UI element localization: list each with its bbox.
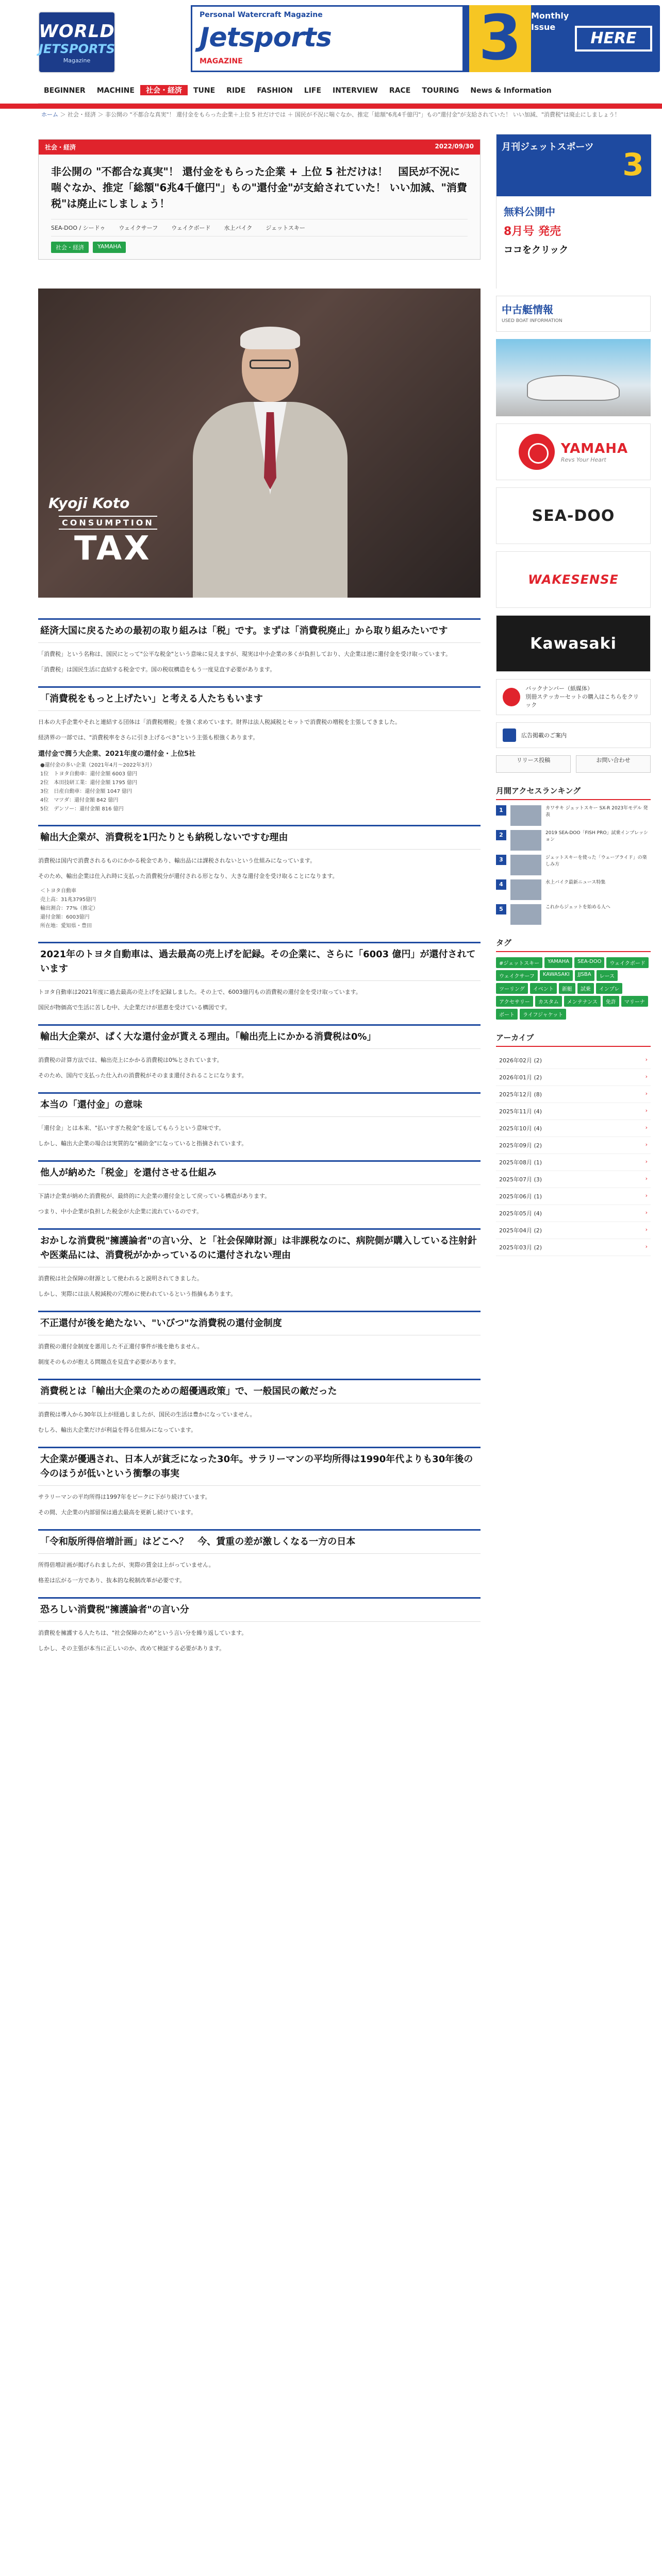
magazine-ad[interactable]	[496, 134, 651, 289]
archive-heading: アーカイブ	[496, 1029, 651, 1047]
article-section	[38, 686, 481, 814]
brand-banner-wake[interactable]	[496, 551, 651, 608]
brand-name: Kawasaki	[530, 634, 617, 653]
archive-item[interactable]	[496, 1103, 651, 1120]
section-heading: 輸出大企業が、消費税を1円たりとも納税しないですむ理由	[38, 825, 481, 850]
archive-label: 2025年08月 (1)	[499, 1159, 542, 1166]
boat-shape	[527, 375, 620, 401]
back-number-link[interactable]	[496, 679, 651, 715]
main-nav	[38, 85, 660, 104]
rank-thumbnail	[510, 855, 541, 875]
data-list	[40, 887, 481, 930]
chevron-right-icon: ›	[645, 1056, 648, 1063]
nav-item[interactable]: RACE	[389, 87, 411, 95]
yamaha-logo-icon	[519, 434, 555, 470]
brand-name: WAKESENSE	[528, 572, 619, 587]
list-item: 4位 マツダ：還付金額 842 億円	[40, 798, 119, 803]
list-item: 3位 日産自動車：還付金額 1047 億円	[40, 789, 133, 794]
category-bar	[39, 140, 480, 155]
archive-item[interactable]	[496, 1154, 651, 1171]
tag-link[interactable]: SEA-DOO	[574, 957, 604, 968]
section-heading: 恐ろしい消費税"擁護論者"の言い分	[38, 1597, 481, 1622]
paragraph: 「消費税」という名称は、国民にとって"公平な税金"という意味に見えますが、現実は中小企業の多くが負担しており、大企業は逆に還付金を受け取っています。	[38, 651, 452, 657]
article-tag[interactable]: 社会・経済	[51, 242, 89, 253]
chevron-right-icon: ›	[645, 1107, 648, 1114]
ranking-item[interactable]	[496, 879, 651, 900]
chevron-right-icon: ›	[645, 1209, 648, 1216]
banner-magazine	[191, 5, 464, 72]
rank-thumbnail	[510, 904, 541, 925]
rank-number: 1	[496, 805, 506, 816]
article-section	[38, 1529, 481, 1586]
archive-label: 2025年11月 (4)	[499, 1108, 542, 1115]
section-heading: 消費税とは「輸出大企業のための超優遇政策」で、一般国民の敵だった	[38, 1379, 481, 1403]
banner-here: HERE	[575, 26, 652, 52]
magazine-ad-num: 3	[622, 147, 644, 183]
logo-line1: WORLD	[39, 21, 115, 42]
archive-label: 2025年12月 (8)	[499, 1091, 542, 1098]
section-heading: 経済大国に戻るための最初の取り組みは「税」です。まずは「消費税廃止」から取り組みたいです	[38, 618, 481, 643]
top-banner-ad[interactable]	[191, 5, 660, 72]
tag-heading: タグ	[496, 934, 651, 952]
section-heading: 大企業が優遇され、日本人が貧乏になった30年。サラリーマンの平均所得は1990年代よりも30年後の今のほうが低いという衝撃の事実	[38, 1447, 481, 1486]
magazine-ad-bottom	[496, 196, 651, 289]
archive-item[interactable]	[496, 1052, 651, 1069]
ad-info-link[interactable]	[496, 722, 651, 748]
paragraph: 消費税の還付金制度を悪用した不正還付事件が後を絶ちません。	[38, 1343, 203, 1350]
tag-link[interactable]: KAWASAKI	[540, 970, 573, 981]
list-item: 還付金額：6003億円	[40, 914, 90, 920]
tag-link[interactable]: ツーリング	[496, 983, 528, 994]
paragraph: 日本の大手企業やそれと連結する団体は「消費税増税」を強く求めています。財界は法人税減税とセットで消費税の増税を主張してきました。	[38, 719, 401, 725]
paragraph: トヨタ自動車は2021年度に過去最高の売上げを記録しました。その上で、6003億円もの消費税の還付金を受け取っています。	[38, 989, 361, 995]
paragraph: 経済界の一部では、"消費税率をさらに引き上げるべき"という主張も根強くあります。	[38, 734, 259, 741]
paragraph: 制度そのものが抱える問題点を見直す必要があります。	[38, 1359, 180, 1365]
share-link[interactable]: ウェイクボード	[171, 225, 211, 231]
article-header	[38, 139, 481, 260]
archive-item[interactable]	[496, 1069, 651, 1086]
rank-title: ジェットスキーを使った「ウェーブライド」の楽しみ方	[545, 855, 647, 867]
article-section	[38, 1092, 481, 1149]
ranking-heading: 月間アクセスランキング	[496, 782, 651, 800]
tag-link[interactable]: 試乗	[577, 983, 594, 994]
paragraph: そのため、輸出企業は仕入れ時に支払った消費税分が還付される形となり、大きな還付金を受け取ることになります。	[38, 873, 338, 879]
paragraph: しかし、実際には法人税減税の穴埋めに使われているという指摘もあります。	[38, 1291, 237, 1297]
section-heading: 「消費税をもっと上げたい」と考える人たちもいます	[38, 686, 481, 711]
archive-label: 2025年03月 (2)	[499, 1244, 542, 1251]
rank-number: 2	[496, 830, 506, 840]
paragraph: 「消費税」は国民生活に直結する税金です。国の税収構造をもう一度見直す必要があります。	[38, 666, 276, 673]
paragraph: 「還付金」とは本来、"払いすぎた税金"を返してもらうという意味です。	[38, 1125, 225, 1131]
banner-title: Jetsports	[200, 22, 332, 53]
banner-month: Monthly Issue	[531, 11, 569, 32]
tag-cloud	[496, 957, 651, 1020]
article-section	[38, 1024, 481, 1081]
paragraph: 消費税は国内で消費されるものにかかる税金であり、輸出品には課税されないという仕組みになっています。	[38, 857, 316, 864]
magazine-ad-title: 月刊ジェットスポーツ	[502, 142, 594, 152]
article-section	[38, 825, 481, 930]
section-heading: おかしな消費税"擁護論者"の言い分、と「社会保障財源」は非課税なのに、病院側が購入している注射針や医薬品には、消費税がかかっているのに還付されない理由	[38, 1228, 481, 1267]
brand-text	[561, 441, 628, 463]
tag-link[interactable]: #ジェットスキー	[496, 957, 542, 968]
paragraph: しかし、その主張が本当に正しいのか、改めて検証する必要があります。	[38, 1645, 225, 1652]
rank-title: 2019 SEA-DOO「FISH PRO」試乗インプレッション	[545, 831, 648, 842]
archive-item[interactable]	[496, 1137, 651, 1154]
rank-title: これからジェットを始める人へ	[545, 905, 610, 910]
magazine-ad-top	[496, 134, 651, 196]
site-header	[0, 0, 662, 85]
nav-item[interactable]: TUNE	[193, 87, 216, 95]
chevron-right-icon: ›	[645, 1243, 648, 1250]
rank-thumbnail	[510, 879, 541, 900]
category-label[interactable]: 社会・経済	[45, 144, 76, 151]
archive-label: 2025年04月 (2)	[499, 1227, 542, 1234]
chevron-right-icon: ›	[645, 1158, 648, 1165]
archive-label: 2026年02月 (2)	[499, 1057, 542, 1064]
brand-text	[532, 507, 615, 525]
magazine-ad-click: ココをクリック	[504, 245, 569, 256]
paragraph: 国民が物価高で生活に苦しむ中、大企業だけが恩恵を受けている構図です。	[38, 1004, 231, 1011]
rank-thumbnail	[510, 830, 541, 851]
archive-label: 2025年10月 (4)	[499, 1125, 542, 1132]
ad-info-text: 広告掲載のご案内	[521, 732, 567, 739]
hero-name: Kyoji Koto	[48, 495, 130, 512]
sidebar	[496, 134, 651, 1256]
nav-item[interactable]: LIFE	[304, 87, 322, 95]
section-heading: 「令和版所得倍増計画」はどこへ？ 今、賃重の差が激しくなる一方の日本	[38, 1529, 481, 1554]
paragraph: 消費税を擁護する人たちは、"社会保障のため"という言い分を繰り返しています。	[38, 1630, 247, 1636]
article-tag[interactable]: YAMAHA	[93, 242, 126, 253]
archive-item[interactable]	[496, 1239, 651, 1256]
site-logo[interactable]	[38, 11, 115, 73]
hero-sub: CONSUMPTION	[59, 516, 157, 530]
list-item: ●還付金の多い企業（2021年4月〜2022年3月）	[40, 762, 155, 768]
brand-name: SEA-DOO	[532, 506, 615, 525]
used-boat-photo[interactable]	[496, 339, 651, 416]
archive-label: 2026年01月 (2)	[499, 1074, 542, 1081]
tag-link[interactable]: ボート	[496, 1009, 518, 1020]
tag-link[interactable]: カスタム	[535, 996, 562, 1007]
article-section	[38, 942, 481, 1013]
tag-link[interactable]: YAMAHA	[544, 957, 572, 968]
brand-list	[496, 423, 651, 672]
back-number-text: バックナンバー（紙媒体） 別冊ステッカーセットの購入はこちらをクリック	[525, 685, 639, 708]
breadcrumb-home[interactable]: ホーム	[41, 111, 58, 118]
paragraph: 消費税は導入から30年以上が経過しましたが、国民の生活は豊かになっていません。	[38, 1411, 256, 1418]
article-section	[38, 1447, 481, 1518]
brand-banner-yamaha[interactable]	[496, 423, 651, 480]
brand-text	[530, 635, 617, 653]
archive-label: 2025年06月 (1)	[499, 1193, 542, 1200]
archive-item[interactable]	[496, 1120, 651, 1137]
tag-link[interactable]: 新艇	[559, 983, 575, 994]
magazine-ad-free: 無料公開中	[504, 206, 555, 218]
ad-info-icon	[503, 728, 516, 742]
ranking-item[interactable]	[496, 805, 651, 826]
used-boat-banner[interactable]	[496, 296, 651, 332]
share-bar	[51, 219, 468, 236]
rank-number: 5	[496, 904, 506, 914]
ranking-item[interactable]	[496, 904, 651, 925]
chevron-right-icon: ›	[645, 1226, 648, 1233]
chevron-right-icon: ›	[645, 1090, 648, 1097]
brand-text	[528, 572, 619, 587]
tag-link[interactable]: イベント	[530, 983, 557, 994]
archive-label: 2025年07月 (3)	[499, 1176, 542, 1183]
chevron-right-icon: ›	[645, 1141, 648, 1148]
list-item: 2位 本田技研工業：還付金額 1795 億円	[40, 780, 138, 786]
logo-line3: Magazine	[63, 57, 91, 64]
ranking-list	[496, 805, 651, 925]
breadcrumb-path: 社会・経済 ＞ 非公開の "不都合な真実"！ 還付金をもらった企業＋上位 5 社だけでは ＋ 国民が不況に喘ぐなか、推定「総額"6兆4千億円"」もの"還付金"が支給されていた！ いい加減、"消費税"は廃止にしましょう！	[68, 111, 620, 118]
archive-label: 2025年09月 (2)	[499, 1142, 542, 1149]
tag-link[interactable]: 免許	[603, 996, 619, 1007]
paragraph: サラリーマンの平均所得は1997年をピークに下がり続けています。	[38, 1494, 211, 1500]
paragraph: そのため、国内で支払った仕入れの消費税がそのまま還付されることになります。	[38, 1072, 247, 1079]
archive-label: 2025年05月 (4)	[499, 1210, 542, 1217]
article-section	[38, 1228, 481, 1299]
logo-line2: JETSPORTS	[38, 41, 115, 56]
nav-item[interactable]: BEGINNER	[44, 87, 86, 95]
main-content	[38, 139, 481, 2576]
archive-list	[496, 1052, 651, 1256]
rank-title: カワサキ ジェットスキー SX-R 2023年モデル 発表	[545, 806, 648, 818]
contact-button[interactable]: お問い合わせ	[576, 755, 651, 773]
tag-link[interactable]: マリーナ	[621, 996, 648, 1007]
publish-date: 2022/09/30	[435, 143, 474, 150]
paragraph: しかし、輸出大企業の場合は実質的な"補助金"になっていると指摘されています。	[38, 1140, 247, 1147]
rank-number: 4	[496, 879, 506, 890]
hero-caption	[38, 495, 193, 568]
section-heading: 輸出大企業が、ぱく大な還付金が貰える理由。「輸出売上にかかる消費税は0%」	[38, 1024, 481, 1049]
brand-sub: Revs Your Heart	[560, 456, 606, 463]
nav-item[interactable]: News & Information	[470, 87, 552, 95]
brand-banner-seadoo[interactable]	[496, 487, 651, 544]
breadcrumb: ホーム ＞ 社会・経済 ＞ 非公開の "不都合な真実"！ 還付金をもらった企業＋上位 5 社だけでは ＋ 国民が不況に喘ぐなか、推定「総額"6兆4千億円"」もの"還付金"が支給されていた！ いい加減、"消費税"は廃止にしましょう！	[41, 111, 620, 118]
list-item: 輸出割合：77%（推定）	[40, 906, 98, 911]
archive-item[interactable]	[496, 1171, 651, 1188]
list-item: 所在地：愛知県・豊田	[40, 923, 92, 929]
chevron-right-icon: ›	[645, 1192, 648, 1199]
tag-link[interactable]: ウェイクサーフ	[496, 970, 538, 981]
rank-title: 水上バイク最新ニュース特集	[545, 880, 606, 885]
hero-tax: TAX	[74, 530, 152, 568]
chevron-right-icon: ›	[645, 1175, 648, 1182]
chevron-right-icon: ›	[645, 1124, 648, 1131]
section-heading: 他人が納めた「税金」を還付させる仕組み	[38, 1160, 481, 1185]
paragraph: つまり、中小企業が負担した税金が大企業に流れているのです。	[38, 1208, 203, 1215]
brand-banner-kawa[interactable]	[496, 615, 651, 672]
article-section	[38, 1160, 481, 1217]
archive-item[interactable]	[496, 1188, 651, 1205]
paragraph: むしろ、輸出大企業だけが利益を得る仕組みになっています。	[38, 1427, 197, 1433]
nav-item[interactable]: RIDE	[226, 87, 246, 95]
share-link[interactable]: SEA-DOO / シードゥ	[51, 225, 106, 231]
paragraph: その間、大企業の内部留保は過去最高を更新し続けています。	[38, 1509, 197, 1516]
rank-number: 3	[496, 855, 506, 865]
archive-item[interactable]	[496, 1222, 651, 1239]
nav-underline	[0, 104, 662, 109]
sidebar-buttons	[496, 755, 651, 773]
banner-number: 3	[469, 5, 531, 72]
archive-item[interactable]	[496, 1086, 651, 1103]
share-link[interactable]: ジェットスキー	[266, 225, 305, 231]
release-button[interactable]: リリース投稿	[496, 755, 571, 773]
banner-sub: MAGAZINE	[200, 57, 243, 65]
article-section	[38, 1311, 481, 1367]
tag-link[interactable]: JJSBA	[575, 970, 594, 981]
nav-item[interactable]: FASHION	[257, 87, 293, 95]
paragraph: 下請け企業が納めた消費税が、最終的に大企業の還付金として戻っている構造があります。	[38, 1193, 271, 1199]
article-section	[38, 1379, 481, 1435]
list-item: 1位 トヨタ自動車：還付金額 6003 億円	[40, 771, 138, 777]
nav-item[interactable]: TOURING	[422, 87, 459, 95]
portrait-figure	[193, 319, 347, 598]
nav-item[interactable]: 社会・経済	[140, 85, 188, 95]
portrait-hair	[240, 327, 300, 349]
hero-image	[38, 289, 481, 598]
magazine-ad-issue: 8月号 発売	[504, 225, 561, 238]
data-list	[40, 761, 481, 814]
paragraph: 消費税は社会保障の財源として使われると説明されてきました。	[38, 1275, 203, 1282]
nav-item[interactable]: INTERVIEW	[333, 87, 378, 95]
section-heading: 本当の「還付金」の意味	[38, 1092, 481, 1117]
ranking-item[interactable]	[496, 855, 651, 875]
tag-link[interactable]: ウェイクボード	[606, 957, 648, 968]
back-number-icon	[503, 688, 520, 706]
section-heading: 不正還付が後を絶たない、"いびつ"な消費税の還付金制度	[38, 1311, 481, 1335]
banner-top-text: Personal Watercraft Magazine	[200, 11, 323, 19]
share-link[interactable]: 水上バイク	[224, 225, 253, 231]
list-item: 5位 デンソー：還付金額 816 億円	[40, 806, 124, 812]
nav-item[interactable]: MACHINE	[96, 87, 135, 95]
list-item: ＜トヨタ自動車	[40, 888, 76, 894]
tag-link[interactable]: アクセサリー	[496, 996, 533, 1007]
tag-link[interactable]: レース	[597, 970, 618, 981]
sub-heading: 還付金で潤う大企業、2021年度の還付金・上位5社	[38, 750, 196, 758]
list-item: 売上高：31兆3795億円	[40, 897, 96, 903]
tag-link[interactable]: インプレ	[596, 983, 623, 994]
brand-name: YAMAHA	[560, 440, 628, 456]
paragraph: 所得倍増計画が掲げられましたが、実際の賃金は上がっていません。	[38, 1562, 214, 1568]
paragraph: 格差は広がる一方であり、抜本的な税制改革が必要です。	[38, 1577, 186, 1584]
article-section	[38, 1597, 481, 1654]
used-boat-title: 中古艇情報	[502, 303, 553, 316]
section-heading: 2021年のトヨタ自動車は、過去最高の売上げを記録。その企業に、さらに「6003 億円」が還付されています	[38, 942, 481, 981]
share-link[interactable]: ウェイクサーフ	[119, 225, 158, 231]
rank-thumbnail	[510, 805, 541, 826]
article-body	[38, 618, 481, 1654]
tag-link[interactable]: ライフジャケット	[520, 1009, 566, 1020]
article-title: 非公開の "不都合な真実"！ 還付金をもらった企業 + 上位 5 社だけは！ 国民が不況に喘ぐなか、推定「総額"6兆4千億円"」もの"還付金"が支給されていた！ いい加減、"消費税"は廃止にしましょう！	[51, 165, 467, 210]
ranking-item[interactable]	[496, 830, 651, 851]
portrait-glasses	[250, 360, 291, 369]
used-boat-sub: USED BOAT INFORMATION	[502, 318, 562, 324]
tag-link[interactable]: メンテナンス	[564, 996, 601, 1007]
chevron-right-icon: ›	[645, 1073, 648, 1080]
article-section	[38, 618, 481, 675]
article-tags	[51, 242, 468, 253]
paragraph: 消費税の計算方法では、輸出売上にかかる消費税は0%とされています。	[38, 1057, 223, 1063]
archive-item[interactable]	[496, 1205, 651, 1222]
